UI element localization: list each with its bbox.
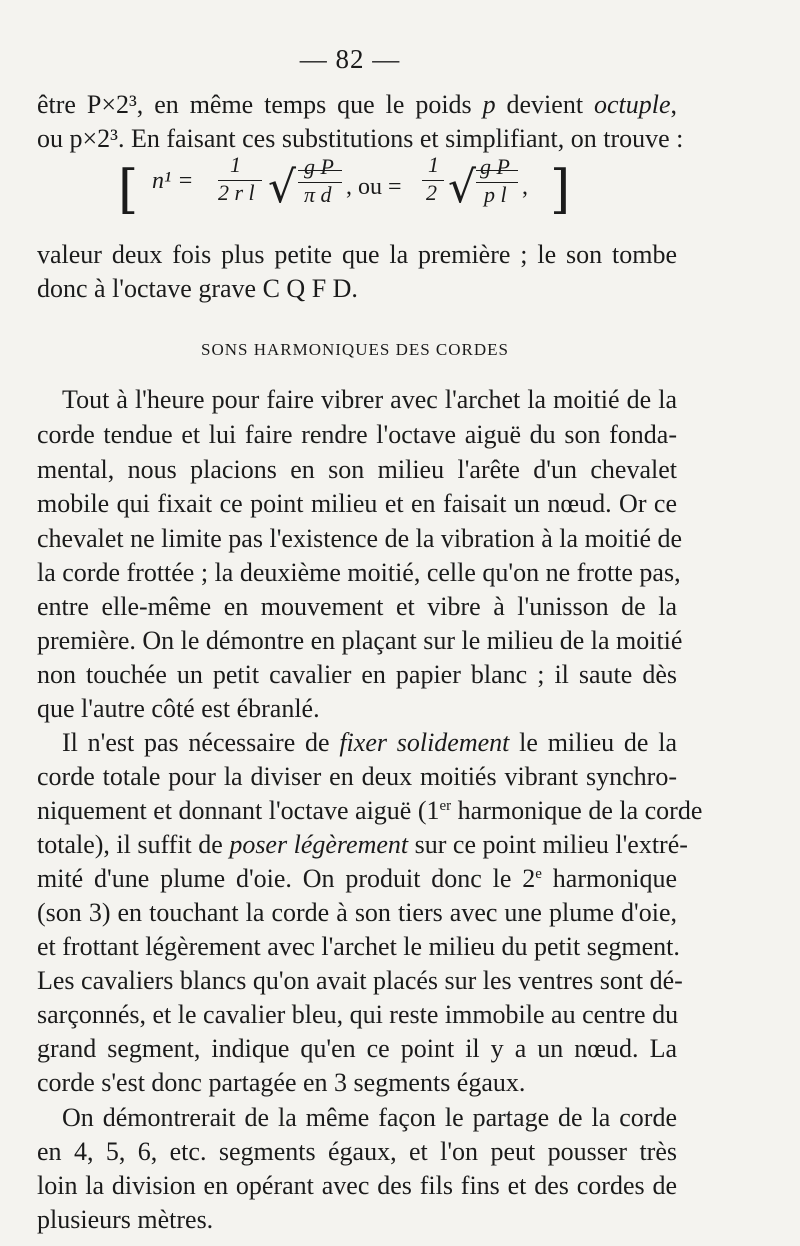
text-line: sarçonnés, et le cavalier bleu, qui reste immobile au centre du xyxy=(37,1000,679,1029)
text-line: corde totale pour la diviser en deux moitiés vibrant synchro- xyxy=(37,762,677,791)
text-line: grand segment, indique qu'en ce point il y a un nœud. La xyxy=(37,1034,677,1063)
radical-icon: √ xyxy=(268,162,297,213)
text-run: harmonique xyxy=(541,864,677,893)
text-line: que l'autre côté est ébranlé. xyxy=(37,694,320,723)
text-line xyxy=(37,794,703,828)
text-line xyxy=(37,862,677,896)
section-heading: SONS HARMONIQUES DES CORDES xyxy=(200,340,509,359)
text-run: mité d'une plume d'oie. On produit donc le 2 xyxy=(37,864,536,893)
text-line: la corde frottée ; la deuxième moitié, celle qu'on ne frotte pas, xyxy=(37,558,681,587)
radical-icon: √ xyxy=(448,162,477,213)
text-line: plusieurs mètres. xyxy=(37,1205,214,1234)
formula-lhs: n¹ = xyxy=(152,168,194,194)
text-run: harmonique de la corde xyxy=(451,796,703,825)
formula-rad2-den: p l xyxy=(484,182,507,207)
text-line: mobile qui fixait ce point milieu et en faisait un nœud. Or ce xyxy=(37,489,677,518)
text-line: valeur deux fois plus petite que la première ; le son tombe xyxy=(37,240,677,269)
text-line: donc à l'octave grave C Q F D. xyxy=(37,274,358,303)
text-run: niquement et donnant l'octave aiguë (1 xyxy=(37,796,440,825)
text-line: ou p×2³. En faisant ces substitutions et simplifiant, on trouve : xyxy=(37,124,684,153)
formula-rad1-den: π d xyxy=(304,182,332,207)
text-line: en 4, 5, 6, etc. segments égaux, et l'on peut pousser très xyxy=(37,1137,677,1166)
formula-tail: , xyxy=(522,174,528,200)
text-line: corde tendue et lui faire rendre l'octave aiguë du son fonda- xyxy=(37,420,677,449)
text-line xyxy=(62,726,677,760)
text-line: (son 3) en touchant la corde à son tiers avec une plume d'oie, xyxy=(37,898,677,927)
text-line: mental, nous placions en son milieu l'arête d'un chevalet xyxy=(37,455,677,484)
text-run: Il n'est pas nécessaire de xyxy=(62,728,340,757)
formula-close-bracket: ] xyxy=(550,160,571,220)
text-line: entre elle-même en mouvement et vibre à l'unisson de la xyxy=(37,592,677,621)
formula-rad2-num: g P xyxy=(480,154,510,179)
formula-open-bracket: [ xyxy=(118,160,139,220)
italic-text: poser légèrement xyxy=(229,830,409,859)
text-line: être P×2³, en même temps que le poids p devient octuple, xyxy=(37,90,677,119)
italic-text: fixer solidement xyxy=(339,728,510,757)
text-line: On démontrerait de la même façon le partage de la corde xyxy=(62,1103,677,1132)
page-number: — 82 — xyxy=(299,44,401,74)
text-line: corde s'est donc partagée en 3 segments égaux. xyxy=(37,1068,526,1097)
superscript: er xyxy=(439,798,452,814)
text-line: et frottant légèrement avec l'archet le milieu du petit segment. xyxy=(37,932,680,961)
formula xyxy=(118,152,588,228)
text-run: sur ce point milieu l'extré- xyxy=(408,830,688,859)
formula-frac1-num: 1 xyxy=(230,152,241,177)
text-line: première. On le démontre en plaçant sur le milieu de la moitié xyxy=(37,626,683,655)
text-run: le milieu de la xyxy=(509,728,677,757)
italic-text: p xyxy=(482,90,496,119)
formula-separator: , ou = xyxy=(346,174,402,200)
text-line xyxy=(37,828,688,862)
text-line: Les cavaliers blancs qu'on avait placés sur les ventres sont dé- xyxy=(37,966,683,995)
formula-frac2-den: 2 xyxy=(426,180,437,205)
formula-rad1-num: g P xyxy=(304,154,334,179)
text-run: totale), il suffit de xyxy=(37,830,230,859)
superscript: e xyxy=(535,866,542,882)
text-line: chevalet ne limite pas l'existence de la vibration à la moitié de xyxy=(37,524,683,553)
text-line: Tout à l'heure pour faire vibrer avec l'archet la moitié de la xyxy=(62,385,677,414)
text-line: loin la division en opérant avec des fils fins et des cordes de xyxy=(37,1171,677,1200)
formula-frac2-num: 1 xyxy=(428,152,439,177)
text-line: non touchée un petit cavalier en papier blanc ; il saute dès xyxy=(37,660,677,689)
formula-frac1-den: 2 r l xyxy=(218,180,255,205)
italic-text: octuple xyxy=(593,90,671,119)
